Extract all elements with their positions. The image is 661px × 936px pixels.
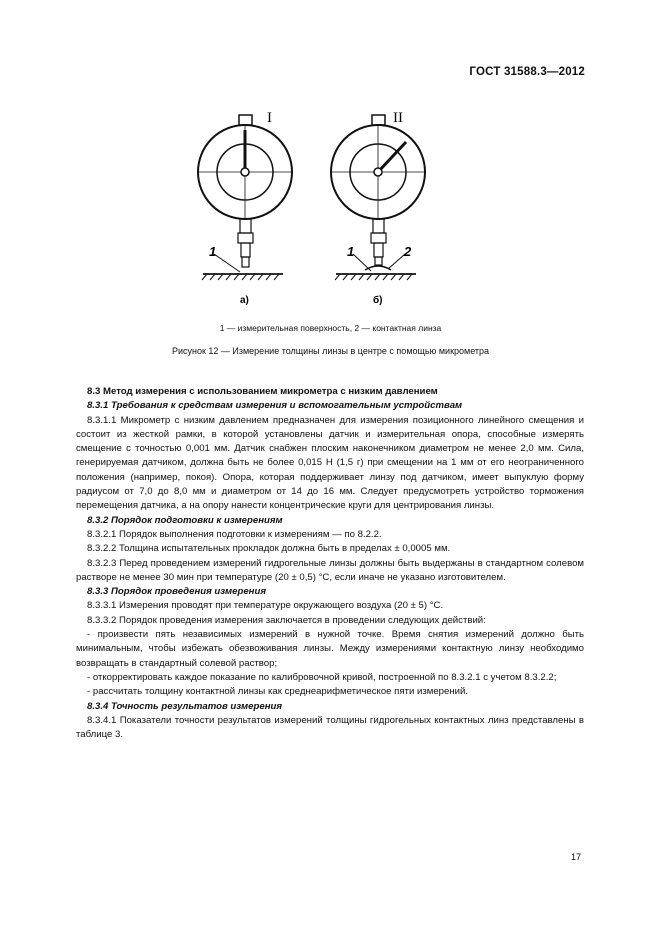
heading-8-3-1: 8.3.1 Требования к средствам измерения и вспомогательным устройствам [87, 400, 463, 412]
callout-1-right: 1 [347, 244, 355, 259]
label-II: II [393, 110, 403, 126]
page-number: 17 [570, 852, 581, 862]
label-I: I [267, 110, 272, 126]
para-8-3-2-3: 8.3.2.3 Перед проведением измерений гидрогельные линзы должны быть выдержаны в стандартном солевом растворе не менее 30 мин при температуре (20 ± 0,5) °С, если иначе не указано изготовителем. [76, 557, 584, 583]
callout-2: 2 [404, 244, 412, 259]
micrometer-figure [195, 100, 455, 310]
para-8-3-4-1: 8.3.4.1 Показатели точности результатов измерений толщины гидрогельных контактных линз представлены в таблице 3. [76, 714, 584, 741]
para-8-3-3-1: 8.3.3.1 Измерения проводят при температуре окружающего воздуха (20 ± 5) °С. [87, 600, 444, 612]
heading-8-3-2: 8.3.2 Порядок подготовки к измерениям [87, 514, 283, 526]
bullet-1: - произвести пять независимых измерений в нужной точке. Время снятия измерений должно быть минимальным, чтобы избежать обезвоживания линзы. Между измерениями контактную линзу необходимо возвращать в стандартный солевой раствор; [76, 629, 584, 669]
figure-legend: 1 — измерительная поверхность, 2 — контактная линза [219, 323, 442, 333]
para-8-3-2-1: 8.3.2.1 Порядок выполнения подготовки к измерениям — по 8.2.2. [87, 528, 382, 540]
micrometer-diagram [195, 100, 455, 310]
figure-caption: Рисунок 12 — Измерение толщины линзы в центре с помощью микрометра [171, 346, 490, 356]
bullet-3: - рассчитать толщину контактной линзы как среднеарифметическое пяти измерений. [87, 686, 469, 698]
heading-8-3-4: 8.3.4 Точность результатов измерения [87, 700, 282, 712]
para-8-3-2-2: 8.3.2.2 Толщина испытательных прокладок должна быть в пределах ± 0,0005 мм. [87, 543, 451, 555]
heading-8-3-3: 8.3.3 Порядок проведения измерения [87, 586, 266, 598]
document-header: ГОСТ 31588.3—2012 [469, 66, 585, 78]
heading-8-3: 8.3 Метод измерения с использованием микрометра с низким давлением [87, 386, 438, 397]
para-8-3-1-1: 8.3.1.1 Микрометр с низким давлением предназначен для измерения позиционного линейного смещения и состоит из жесткой рамки, в которой установлены датчик и измерительная опора, способные измерять смещение с точностью 0,001 мм. Датчик снабжен плоским наконечником диаметром не менее 2,0 мм. Сила, генерируемая датчиком, должна быть не более 0,015 Н (1,5 г) при смещении на 1 мм от его неограниченного положения (например, покоя). Опора, которая поддерживает линзу под датчиком, имеет выпуклую форму радиусом от 7,0 до 8,0 мм и диаметром от 14 до 16 мм. Следует предусмотреть устройство торможения перемещения датчика, а на опору нанести концентрические круги для центрирования линзы. [76, 414, 584, 512]
bullet-2: - откорректировать каждое показание по калибровочной кривой, построенной по 8.3.2.1 с учетом 8.3.2.2; [87, 671, 557, 683]
section-8-3 [76, 385, 584, 742]
label-a: а) [240, 295, 249, 306]
label-b: б) [373, 295, 383, 306]
para-8-3-3-2: 8.3.3.2 Порядок проведения измерения заключается в проведении следующих действий: [87, 614, 486, 626]
callout-1-left: 1 [209, 244, 217, 259]
